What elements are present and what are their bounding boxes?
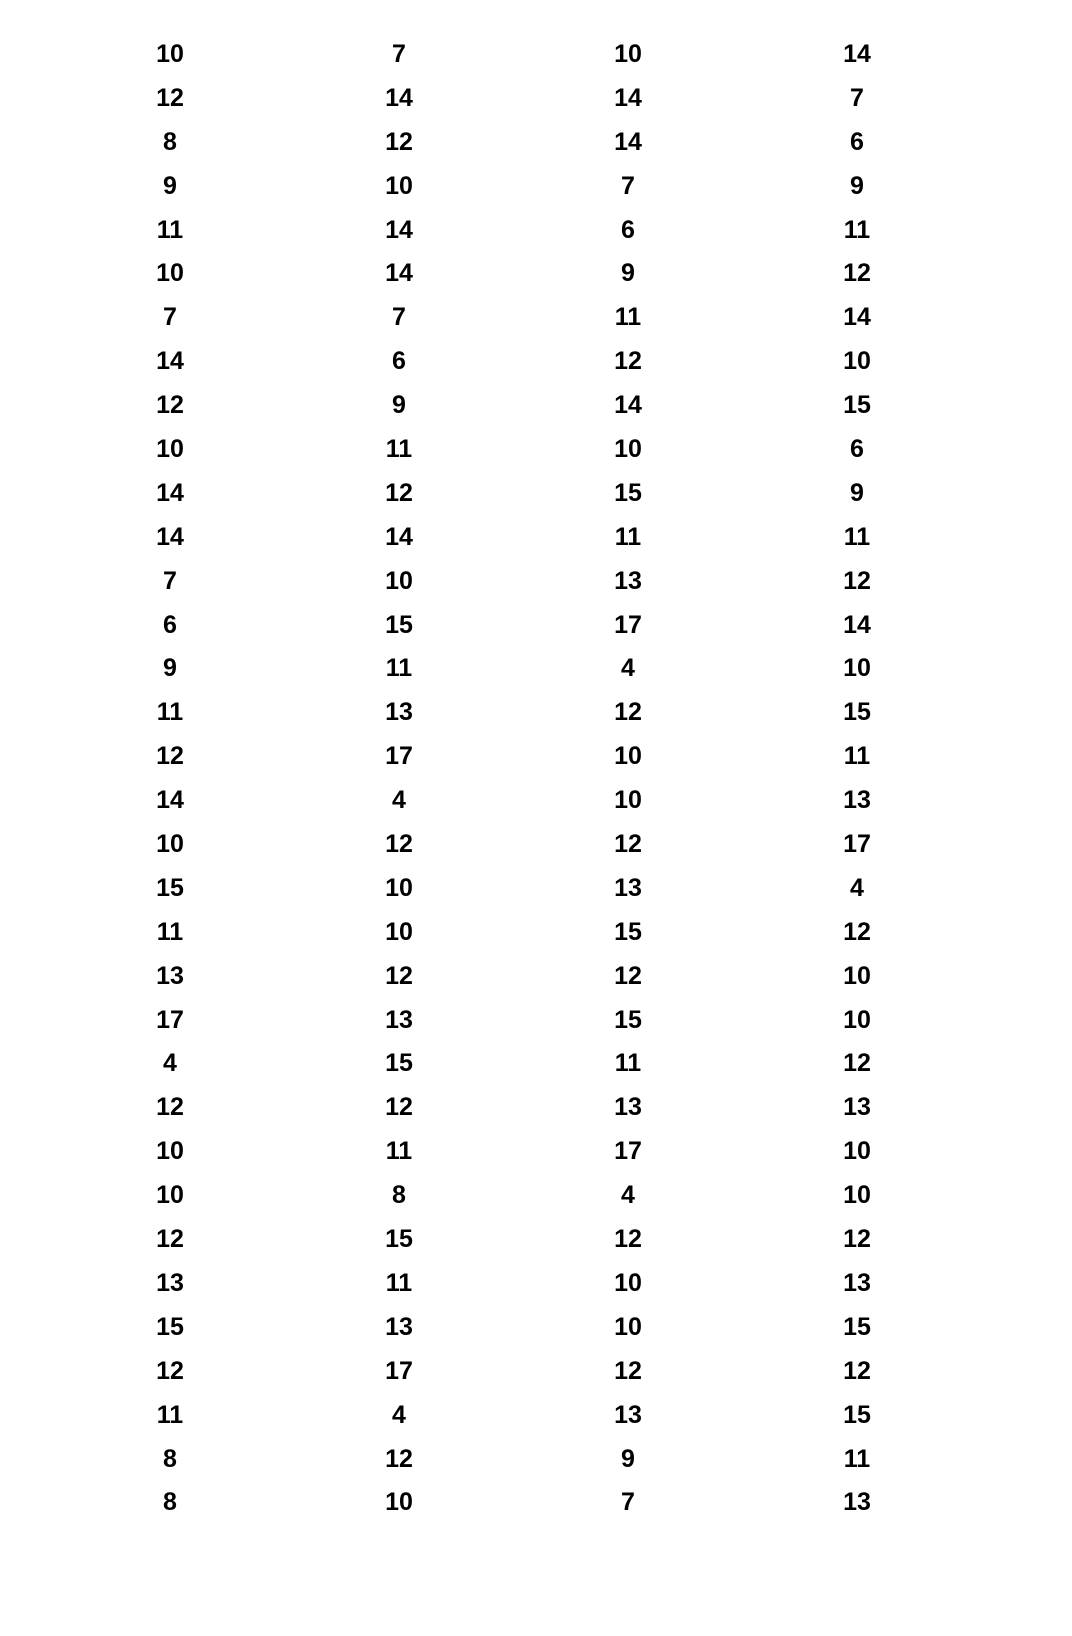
table-cell: 15 [156,1312,184,1341]
table-cell: 12 [156,391,184,420]
table-cell: 15 [843,698,871,727]
table-cell: 7 [163,566,177,595]
table-row [0,999,1072,1043]
table-row [0,1130,1072,1174]
table-cell: 13 [843,1093,871,1122]
table-cell: 10 [614,40,642,68]
table-row [0,823,1072,867]
table-cell: 8 [163,127,177,156]
number-table [0,33,1072,1525]
table-cell: 10 [385,171,413,200]
table-cell: 11 [614,303,642,332]
table-cell: 15 [614,1005,642,1034]
table-cell: 12 [843,917,871,946]
table-row [0,1174,1072,1218]
table-cell: 12 [614,830,642,859]
table-cell: 10 [156,1137,184,1166]
table-cell: 12 [614,1356,642,1385]
table-cell: 12 [614,1225,642,1254]
table-cell: 14 [843,303,871,332]
table-cell: 8 [392,1181,406,1210]
table-cell: 10 [843,654,871,683]
table-cell: 12 [385,830,413,859]
table-cell: 15 [385,1049,413,1078]
table-row [0,1350,1072,1394]
table-cell: 4 [850,873,864,902]
table-cell: 10 [614,786,642,815]
table-row [0,867,1072,911]
table-row [0,1042,1072,1086]
table-cell: 12 [614,961,642,990]
table-cell: 15 [614,917,642,946]
table-cell: 9 [850,478,864,507]
table-cell: 4 [621,1181,635,1210]
table-row [0,472,1072,516]
table-row [0,33,1072,77]
table-cell: 11 [385,1268,413,1297]
table-cell: 11 [156,1400,184,1429]
table-cell: 10 [843,1181,871,1210]
table-cell: 14 [843,40,871,68]
table-cell: 6 [392,347,406,376]
table-cell: 13 [385,1005,413,1034]
table-cell: 4 [621,654,635,683]
table-row [0,165,1072,209]
table-cell: 12 [385,478,413,507]
table-cell: 12 [385,961,413,990]
table-cell: 10 [843,1137,871,1166]
table-cell: 15 [156,873,184,902]
table-cell: 15 [843,391,871,420]
table-cell: 11 [843,1444,871,1473]
table-cell: 17 [385,1356,413,1385]
table-cell: 12 [156,83,184,112]
table-cell: 6 [850,127,864,156]
table-row [0,1438,1072,1482]
table-cell: 10 [614,1312,642,1341]
table-cell: 6 [163,610,177,639]
table-row [0,560,1072,604]
table-row [0,1262,1072,1306]
table-row [0,340,1072,384]
table-cell: 15 [385,610,413,639]
table-cell: 11 [156,215,184,244]
table-cell: 6 [850,435,864,464]
table-cell: 17 [614,1137,642,1166]
table-cell: 15 [385,1225,413,1254]
table-cell: 11 [614,522,642,551]
table-cell: 12 [156,1225,184,1254]
table-cell: 9 [850,171,864,200]
table-cell: 11 [156,917,184,946]
table-cell: 10 [156,40,184,68]
table-cell: 14 [614,127,642,156]
table-cell: 7 [163,303,177,332]
table-cell: 11 [614,1049,642,1078]
table-cell: 9 [621,259,635,288]
table-cell: 4 [163,1049,177,1078]
table-cell: 7 [621,1488,635,1517]
table-row [0,516,1072,560]
table-row [0,296,1072,340]
table-row [0,604,1072,648]
table-cell: 15 [843,1400,871,1429]
table-cell: 14 [614,391,642,420]
table-row [0,121,1072,165]
table-cell: 12 [614,347,642,376]
table-row [0,384,1072,428]
table-cell: 10 [385,566,413,595]
table-cell: 7 [392,303,406,332]
table-cell: 13 [843,1488,871,1517]
table-cell: 11 [156,698,184,727]
table-cell: 7 [621,171,635,200]
table-cell: 7 [392,40,406,68]
table-cell: 10 [843,347,871,376]
table-cell: 10 [614,742,642,771]
table-cell: 11 [385,654,413,683]
table-cell: 15 [843,1312,871,1341]
table-cell: 4 [392,1400,406,1429]
table-cell: 10 [385,873,413,902]
table-cell: 14 [156,478,184,507]
table-cell: 17 [843,830,871,859]
table-row [0,911,1072,955]
table-cell: 12 [843,1225,871,1254]
table-cell: 6 [621,215,635,244]
table-cell: 12 [843,1356,871,1385]
table-cell: 11 [843,742,871,771]
table-row [0,252,1072,296]
table-row [0,1086,1072,1130]
table-cell: 17 [614,610,642,639]
table-cell: 14 [156,786,184,815]
table-cell: 11 [843,522,871,551]
table-cell: 14 [156,347,184,376]
table-cell: 14 [843,610,871,639]
table-row [0,1218,1072,1262]
table-cell: 14 [614,83,642,112]
table-cell: 11 [385,1137,413,1166]
table-cell: 4 [392,786,406,815]
table-cell: 12 [385,1444,413,1473]
table-cell: 13 [385,1312,413,1341]
table-row [0,691,1072,735]
table-cell: 17 [385,742,413,771]
table-cell: 12 [385,1093,413,1122]
table-cell: 14 [156,522,184,551]
table-cell: 12 [156,742,184,771]
table-row [0,209,1072,253]
table-cell: 14 [385,83,413,112]
table-cell: 10 [156,1181,184,1210]
table-cell: 12 [156,1093,184,1122]
table-cell: 10 [385,917,413,946]
table-cell: 10 [156,435,184,464]
table-cell: 12 [156,1356,184,1385]
table-cell: 9 [621,1444,635,1473]
table-cell: 14 [385,522,413,551]
table-cell: 13 [614,1093,642,1122]
table-cell: 7 [850,83,864,112]
table-cell: 12 [385,127,413,156]
table-row [0,77,1072,121]
table-row [0,428,1072,472]
table-cell: 15 [614,478,642,507]
table-cell: 13 [843,1268,871,1297]
table-cell: 8 [163,1444,177,1473]
table-cell: 13 [843,786,871,815]
table-cell: 12 [843,259,871,288]
table-cell: 10 [843,961,871,990]
table-cell: 10 [156,259,184,288]
table-cell: 13 [614,873,642,902]
table-cell: 14 [385,259,413,288]
table-row [0,1481,1072,1525]
table-cell: 10 [843,1005,871,1034]
table-row [0,735,1072,779]
table-row [0,1306,1072,1350]
table-cell: 8 [163,1488,177,1517]
table-row [0,1394,1072,1438]
table-cell: 13 [614,1400,642,1429]
table-cell: 11 [385,435,413,464]
table-cell: 10 [614,435,642,464]
table-cell: 13 [156,1268,184,1297]
table-cell: 10 [385,1488,413,1517]
table-cell: 9 [163,654,177,683]
table-cell: 11 [843,215,871,244]
table-cell: 12 [614,698,642,727]
table-row [0,779,1072,823]
table-cell: 12 [843,1049,871,1078]
table-cell: 17 [156,1005,184,1034]
table-cell: 9 [392,391,406,420]
table-cell: 12 [843,566,871,595]
table-cell: 10 [156,830,184,859]
table-cell: 13 [614,566,642,595]
table-cell: 13 [156,961,184,990]
table-row [0,647,1072,691]
table-cell: 9 [163,171,177,200]
table-cell: 10 [614,1268,642,1297]
table-row [0,955,1072,999]
table-cell: 13 [385,698,413,727]
table-cell: 14 [385,215,413,244]
